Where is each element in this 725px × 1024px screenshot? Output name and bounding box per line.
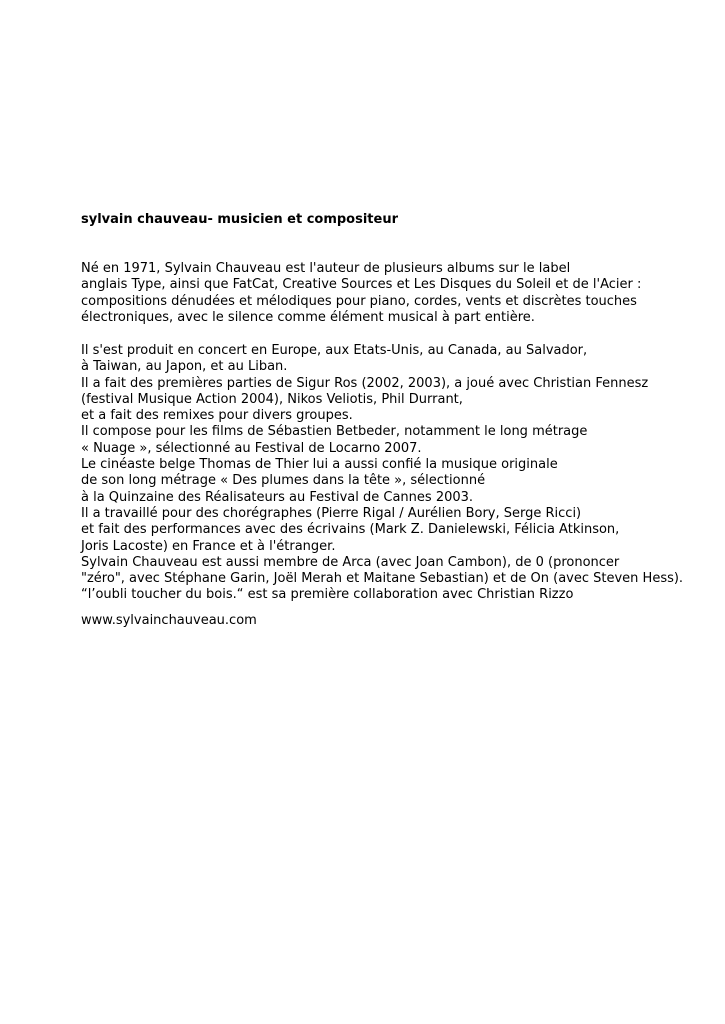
intro-paragraph — [81, 261, 641, 326]
document-title: sylvain chauveau- musicien et compositeur — [81, 212, 399, 227]
text-line: de son long métrage « Des plumes dans la tête », sélectionné — [81, 473, 486, 489]
text-line: et fait des performances avec des écrivains (Mark Z. Danielewski, Félicia Atkinson, — [81, 522, 620, 538]
text-line: Il a fait des premières parties de Sigur Ros (2002, 2003), a joué avec Christian Fennesz — [81, 375, 649, 391]
website-link[interactable]: www.sylvainchauveau.com — [81, 613, 257, 628]
text-line: anglais Type, ainsi que FatCat, Creative Sources et Les Disques du Soleil et de l'Acier : — [81, 277, 642, 293]
text-line: Né en 1971, Sylvain Chauveau est l'auteur de plusieurs albums sur le label — [81, 261, 571, 276]
text-line: “l’oubli toucher du bois.“ est sa première collaboration avec Christian Rizzo — [81, 587, 574, 603]
text-line: "zéro", avec Stéphane Garin, Joël Merah et Maitane Sebastian) et de On (avec Steven Hess). — [81, 571, 684, 587]
text-line: « Nuage », sélectionné au Festival de Locarno 2007. — [81, 440, 422, 456]
text-line: Sylvain Chauveau est aussi membre de Arca (avec Joan Cambon), de 0 (prononcer — [81, 554, 620, 570]
text-line: à la Quinzaine des Réalisateurs au Festival de Cannes 2003. — [81, 489, 474, 505]
text-line: Le cinéaste belge Thomas de Thier lui a aussi confié la musique originale — [81, 457, 558, 473]
text-line: compositions dénudées et mélodiques pour piano, cordes, vents et discrètes touches — [81, 293, 637, 309]
text-line: Joris Lacoste) en France et à l'étranger. — [81, 538, 336, 554]
text-line: Il a travaillé pour des chorégraphes (Pierre Rigal / Aurélien Bory, Serge Ricci) — [81, 505, 582, 521]
text-line: (festival Musique Action 2004), Nikos Veliotis, Phil Durrant, — [81, 391, 463, 407]
text-line: et a fait des remixes pour divers groupes. — [81, 408, 353, 424]
text-line: électroniques, avec le silence comme élément musical à part entière. — [81, 309, 535, 325]
text-line: Il s'est produit en concert en Europe, aux Etats-Unis, au Canada, au Salvador, — [81, 343, 588, 358]
text-line: à Taiwan, au Japon, et au Liban. — [81, 359, 288, 375]
biography-paragraph — [81, 343, 683, 604]
text-line: Il compose pour les films de Sébastien Betbeder, notamment le long métrage — [81, 424, 588, 440]
